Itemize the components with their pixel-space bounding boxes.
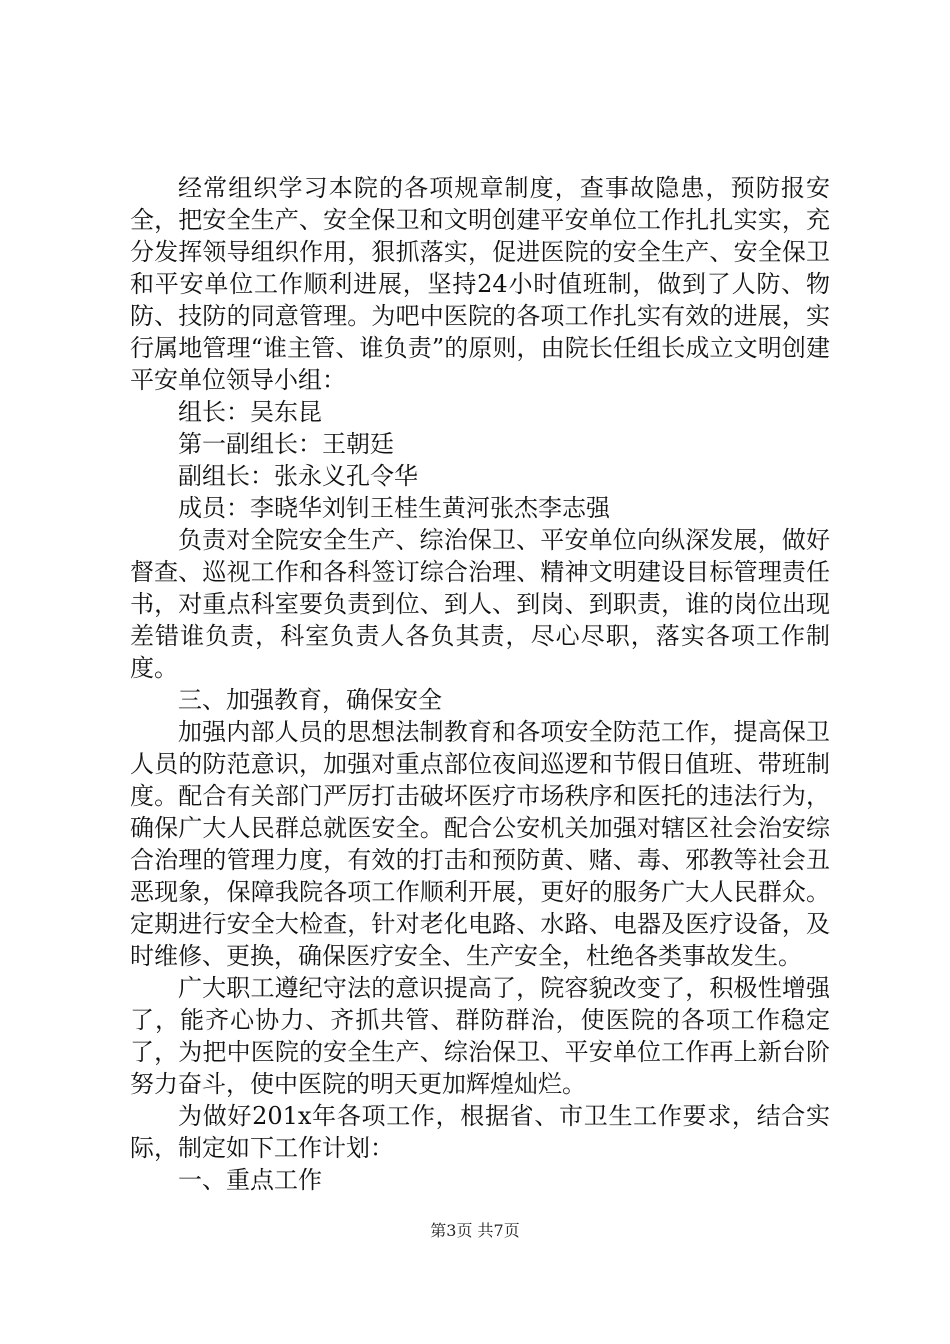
- members-line: 成员：李晓华刘钊王桂生黄河张杰李志强: [178, 494, 610, 522]
- body-paragraph: 经常组织学习本院的各项规章制度，查事故隐患，预防报安全，把安全生产、安全保卫和文明创建平安单位工作扎扎实实，充分发挥领导组织作用，狠抓落实，促进医院的安全生产、安全保卫和平安单位工作顺利进展，坚持24小时值班制，做到了人防、物防、技防的同意管理。为吧中医院的各项工作扎实有效的进展，实行属地管理“谁主管、谁负责”的原则，由院长任组长成立文明创建平安单位领导小组：: [130, 174, 830, 394]
- page-number-footer: 第3页 共7页: [430, 1221, 520, 1240]
- body-paragraph: 为做好201x年各项工作，根据省、市卫生工作要求，结合实际，制定如下工作计划：: [130, 1102, 830, 1162]
- team-leader-line: 组长：吴东昆: [178, 398, 322, 426]
- body-paragraph: 广大职工遵纪守法的意识提高了，院容貌改变了，积极性增强了，能齐心协力、齐抓共管、群防群治，使医院的各项工作稳定了，为把中医院的安全生产、综治保卫、平安单位工作再上新台阶努力奋斗，使中医院的明天更加辉煌灿烂。: [130, 974, 830, 1098]
- first-deputy-leader-line: 第一副组长：王朝廷: [178, 430, 394, 458]
- document-body: [130, 172, 830, 1196]
- deputy-leader-line: 副组长：张永义孔令华: [178, 462, 418, 490]
- section-heading: 一、重点工作: [178, 1166, 322, 1194]
- body-paragraph: 负责对全院安全生产、综治保卫、平安单位向纵深发展，做好督查、巡视工作和各科签订综合治理、精神文明建设目标管理责任书，对重点科室要负责到位、到人、到岗、到职责，谁的岗位出现差错谁负责，科室负责人各负其责，尽心尽职，落实各项工作制度。: [130, 526, 830, 682]
- section-heading: 三、加强教育，确保安全: [178, 686, 442, 714]
- body-paragraph: 加强内部人员的思想法制教育和各项安全防范工作，提高保卫人员的防范意识，加强对重点部位夜间巡逻和节假日值班、带班制度。配合有关部门严厉打击破坏医疗市场秩序和医托的违法行为，确保广大人民群总就医安全。配合公安机关加强对辖区社会治安综合治理的管理力度，有效的打击和预防黄、赌、毒、邪教等社会丑恶现象，保障我院各项工作顺利开展，更好的服务广大人民群众。定期进行安全大检查，针对老化电路、水路、电器及医疗设备，及时维修、更换，确保医疗安全、生产安全，杜绝各类事故发生。: [130, 718, 830, 970]
